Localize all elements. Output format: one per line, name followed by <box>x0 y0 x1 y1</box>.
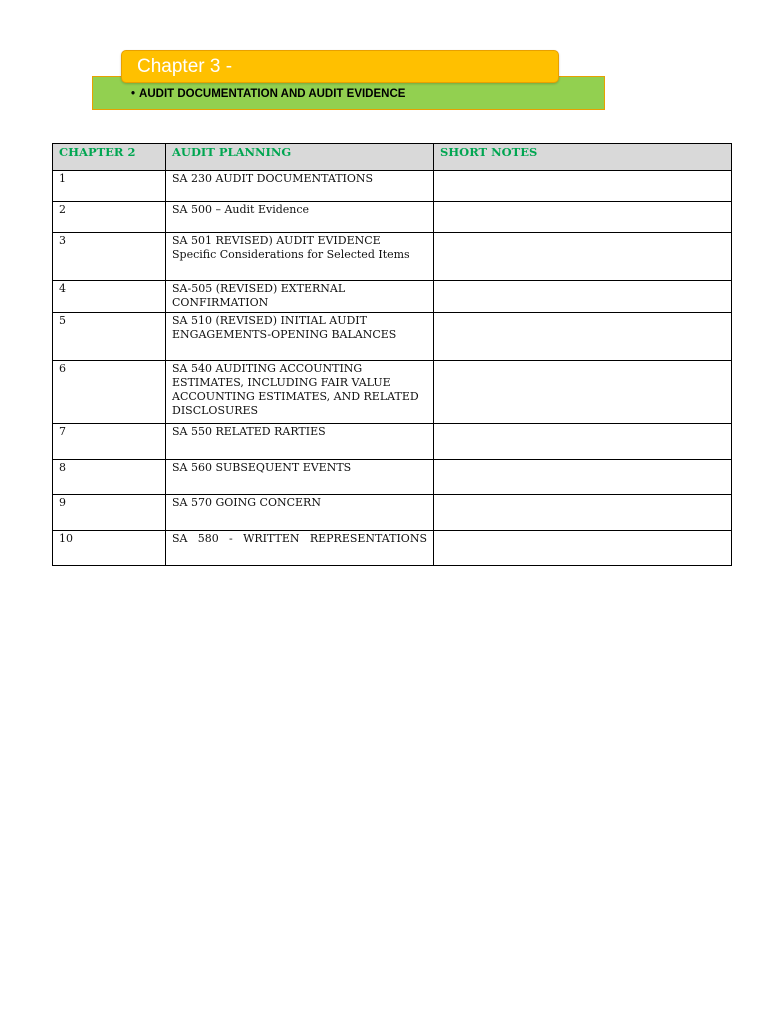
row-number: 4 <box>53 281 166 313</box>
column-header-short-notes: SHORT NOTES <box>434 144 732 171</box>
row-notes[interactable] <box>434 202 732 233</box>
row-number: 9 <box>53 495 166 531</box>
row-topic: SA 550 RELATED RARTIES <box>166 424 434 460</box>
row-number: 8 <box>53 460 166 495</box>
table-row <box>53 233 732 281</box>
row-topic: SA 570 GOING CONCERN <box>166 495 434 531</box>
row-topic: SA 500 – Audit Evidence <box>166 202 434 233</box>
row-topic: SA 560 SUBSEQUENT EVENTS <box>166 460 434 495</box>
row-number: 6 <box>53 361 166 424</box>
row-number: 5 <box>53 313 166 361</box>
column-header-audit-planning: AUDIT PLANNING <box>166 144 434 171</box>
row-number: 3 <box>53 233 166 281</box>
table-header-row <box>53 144 732 171</box>
row-notes[interactable] <box>434 531 732 566</box>
table-row <box>53 281 732 313</box>
column-header-chapter: CHAPTER 2 <box>53 144 166 171</box>
row-topic: SA 580 - WRITTEN REPRESENTATIONS <box>166 531 434 566</box>
row-notes[interactable] <box>434 495 732 531</box>
row-number: 2 <box>53 202 166 233</box>
table-row <box>53 424 732 460</box>
row-number: 7 <box>53 424 166 460</box>
chapter-title: Chapter 3 - <box>137 56 233 77</box>
row-topic: SA-505 (REVISED) EXTERNAL CONFIRMATION <box>166 281 434 313</box>
row-topic: SA 501 REVISED) AUDIT EVIDENCE Specific Considerations for Selected Items <box>166 233 434 281</box>
notes-table <box>52 143 732 566</box>
row-topic: SA 230 AUDIT DOCUMENTATIONS <box>166 171 434 202</box>
table-row <box>53 495 732 531</box>
row-number: 1 <box>53 171 166 202</box>
table-row <box>53 313 732 361</box>
row-topic: SA 540 AUDITING ACCOUNTING ESTIMATES, INCLUDING FAIR VALUE ACCOUNTING ESTIMATES, AND RELATED DISCLOSURES <box>166 361 434 424</box>
chapter-banner <box>121 50 559 83</box>
table-row <box>53 361 732 424</box>
row-topic: SA 510 (REVISED) INITIAL AUDIT ENGAGEMENTS-OPENING BALANCES <box>166 313 434 361</box>
table-row <box>53 171 732 202</box>
table-row <box>53 531 732 566</box>
row-notes[interactable] <box>434 281 732 313</box>
row-number: 10 <box>53 531 166 566</box>
table-row <box>53 460 732 495</box>
row-notes[interactable] <box>434 313 732 361</box>
bullet-icon: • <box>131 88 136 100</box>
subtitle-text: AUDIT DOCUMENTATION AND AUDIT EVIDENCE <box>139 88 406 100</box>
row-notes[interactable] <box>434 460 732 495</box>
row-notes[interactable] <box>434 361 732 424</box>
row-notes[interactable] <box>434 171 732 202</box>
row-notes[interactable] <box>434 424 732 460</box>
row-notes[interactable] <box>434 233 732 281</box>
table-row <box>53 202 732 233</box>
subtitle-line <box>131 87 405 101</box>
